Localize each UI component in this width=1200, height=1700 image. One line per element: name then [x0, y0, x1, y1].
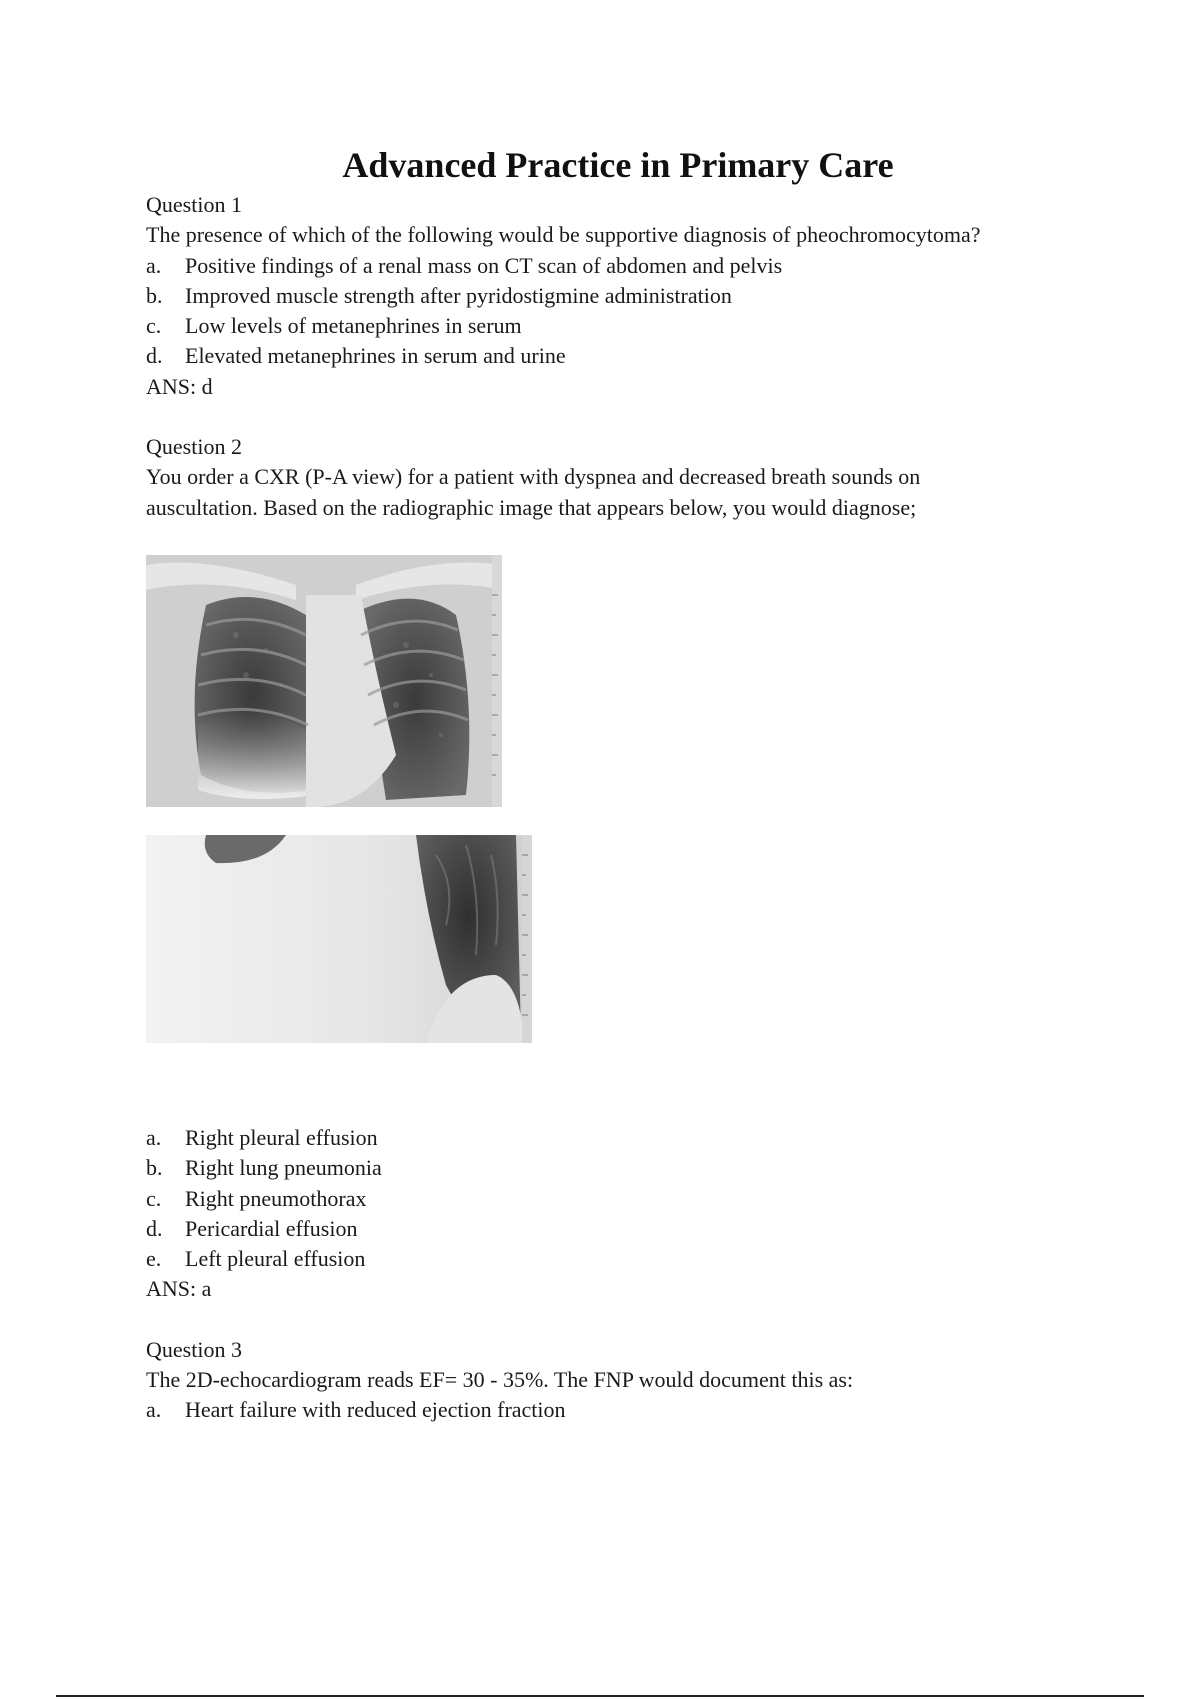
option-text: Elevated metanephrines in serum and urine	[185, 343, 566, 369]
answer-option-a	[146, 1395, 1106, 1425]
option-text: Left pleural effusion	[185, 1246, 366, 1272]
answer-option-d	[146, 341, 1106, 371]
question-stem: The 2D-echocardiogram reads EF= 30 - 35%. The FNP would document this as:	[146, 1367, 854, 1393]
answer-option-e	[146, 1244, 1106, 1274]
option-letter: a.	[146, 1397, 162, 1423]
question-heading: Question 2	[146, 434, 242, 460]
option-text: Improved muscle strength after pyridostigmine administration	[185, 282, 732, 308]
answer-option-c	[146, 1184, 1106, 1214]
option-letter: a.	[146, 1124, 162, 1150]
option-text: Right lung pneumonia	[185, 1155, 382, 1181]
option-text: Low levels of metanephrines in serum	[185, 313, 522, 339]
option-text: Positive findings of a renal mass on CT scan of abdomen and pelvis	[185, 252, 783, 278]
document-content	[146, 190, 1106, 1426]
answer-key: ANS: a	[146, 1276, 212, 1302]
answer-option-d	[146, 1214, 1106, 1244]
chest-xray-lower-image	[146, 835, 532, 1043]
document-title: Advanced Practice in Primary Care	[342, 145, 894, 185]
option-letter: a.	[146, 252, 162, 278]
option-letter: b.	[146, 1155, 163, 1181]
option-text: Heart failure with reduced ejection fraction	[185, 1397, 566, 1423]
option-letter: e.	[146, 1246, 162, 1272]
question-stem: The presence of which of the following would be supportive diagnosis of pheochromocytoma?	[146, 222, 981, 248]
option-text: Right pneumothorax	[185, 1185, 367, 1211]
footer-rule	[56, 1695, 1144, 1697]
option-letter: b.	[146, 282, 163, 308]
option-letter: d.	[146, 1215, 163, 1241]
answer-option-b	[146, 1153, 1106, 1183]
question-stem-line-1: You order a CXR (P-A view) for a patient with dyspnea and decreased breath sounds on	[146, 464, 921, 490]
option-letter: d.	[146, 343, 163, 369]
option-letter: c.	[146, 1185, 162, 1211]
option-text: Right pleural effusion	[185, 1124, 378, 1150]
answer-option-a	[146, 1123, 1106, 1153]
answer-option-c	[146, 311, 1106, 341]
question-2	[146, 432, 1106, 1305]
question-3	[146, 1335, 1106, 1426]
answer-option-a	[146, 251, 1106, 281]
option-text: Pericardial effusion	[185, 1215, 358, 1241]
answer-option-b	[146, 281, 1106, 311]
question-stem-line-2: auscultation. Based on the radiographic image that appears below, you would diagnose;	[146, 494, 917, 520]
question-heading: Question 3	[146, 1336, 242, 1362]
chest-xray-pa-image	[146, 555, 502, 807]
option-letter: c.	[146, 313, 162, 339]
question-1	[146, 190, 1106, 402]
question-heading: Question 1	[146, 192, 242, 217]
answer-key: ANS: d	[146, 373, 213, 399]
